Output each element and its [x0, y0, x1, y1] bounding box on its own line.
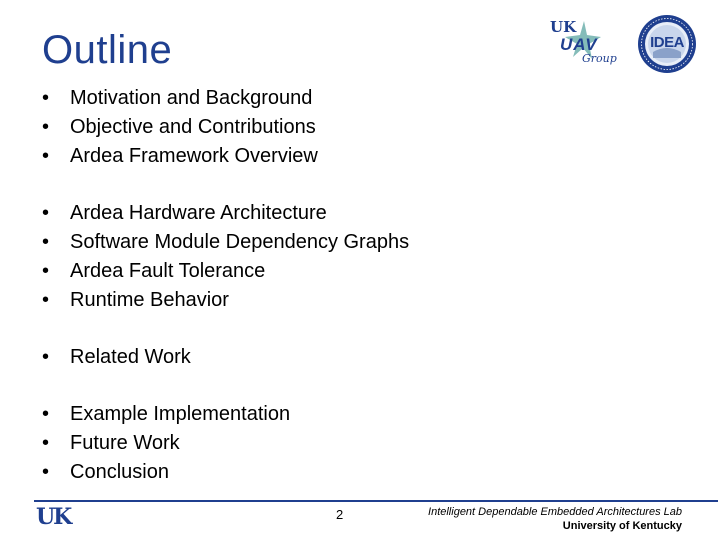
- list-item-text: Ardea Hardware Architecture: [70, 202, 327, 224]
- list-item: [42, 344, 191, 370]
- list-item-text: Related Work: [70, 346, 191, 368]
- list-item-text: Ardea Fault Tolerance: [70, 260, 266, 282]
- list-item: [42, 430, 180, 456]
- list-item-text: Motivation and Background: [70, 87, 313, 109]
- idea-lab-seal: [637, 14, 697, 74]
- list-item: [42, 287, 229, 313]
- bullet-icon: •: [42, 87, 50, 109]
- bullet-icon: •: [42, 432, 50, 454]
- footer-university: University of Kentucky: [562, 520, 682, 532]
- bullet-icon: •: [42, 202, 50, 224]
- footer-lab-name: Intelligent Dependable Embedded Architectures Lab: [428, 506, 682, 518]
- uk-uav-group-logo: [548, 18, 626, 66]
- list-item: [42, 258, 265, 284]
- list-item: [42, 143, 318, 169]
- footer-uk-text: UK: [36, 504, 71, 530]
- list-item: [42, 200, 327, 226]
- bullet-icon: •: [42, 461, 50, 483]
- uav-logo-group: Group: [582, 52, 617, 65]
- bullet-icon: •: [42, 145, 50, 167]
- list-item: [42, 229, 409, 255]
- footer-uk-logo: [36, 504, 76, 532]
- bullet-icon: •: [42, 116, 50, 138]
- list-item-text: Ardea Framework Overview: [70, 145, 318, 167]
- list-item-text: Runtime Behavior: [70, 289, 229, 311]
- list-item-text: Example Implementation: [70, 403, 291, 425]
- uav-logo-uk: UK: [550, 18, 577, 36]
- bullet-icon: •: [42, 289, 50, 311]
- bullet-icon: •: [42, 231, 50, 253]
- list-item: [42, 401, 290, 427]
- list-item: [42, 114, 316, 140]
- list-item-text: Software Module Dependency Graphs: [70, 231, 410, 253]
- bullet-icon: •: [42, 403, 50, 425]
- bullet-icon: •: [42, 260, 50, 282]
- uav-logo-uav: UAV: [560, 35, 598, 54]
- seal-idea-text: IDEA: [650, 34, 684, 51]
- list-item: [42, 459, 169, 485]
- slide-title: Outline: [42, 28, 173, 72]
- list-item: [42, 85, 312, 111]
- page-number: 2: [336, 507, 344, 522]
- list-item-text: Conclusion: [70, 461, 169, 483]
- list-item-text: Objective and Contributions: [70, 116, 316, 138]
- list-item-text: Future Work: [70, 432, 180, 454]
- bullet-icon: •: [42, 346, 50, 368]
- footer-divider: [34, 500, 718, 502]
